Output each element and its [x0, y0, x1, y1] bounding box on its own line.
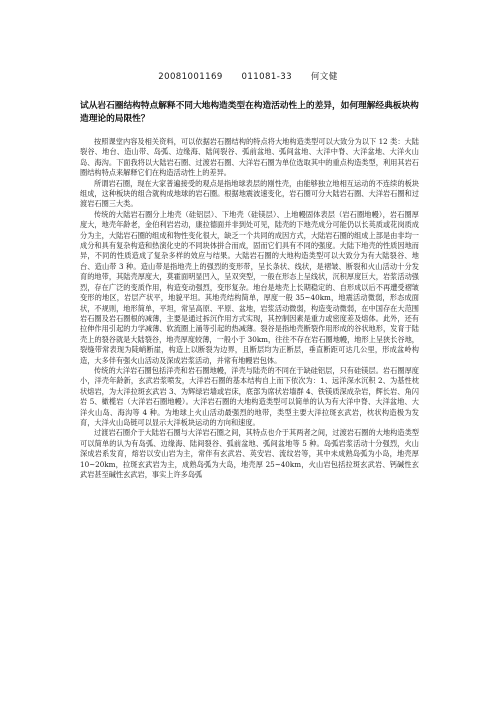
class-code: 011081-33: [241, 72, 292, 82]
paragraph-intro: 按照课堂内容及相关资料，可以依据岩石圈结构的特点将大地构造类型可以大致分为以下 12 类：大陆裂谷、地台、造山带、岛弧、边缘海、陆间裂谷、弧前盆地、弧间盆地、大洋中脊、大洋盆地、大洋火山岛、海沟。下面我将以大陆岩石圈、过渡岩石圈、大洋岩石圈为单位选取其中的重点构造类型，利用其岩石圈结构特点来解释它们在构造活动性上的差异。: [80, 137, 419, 178]
student-id: 20081001169: [158, 72, 223, 82]
student-name: 何文健: [310, 72, 338, 82]
paragraph-oceanic-lithosphere: 传统的大洋岩石圈包括洋壳和岩石圈地幔，洋壳与陆壳的不同在于缺硅铝层，只有硅镁层。岩石圈厚度小，洋壳年龄新，玄武岩浆喷发，大洋岩石圈的基本结构自上而下依次为：1、远洋深水沉积 2、为基性枕状熔岩，为大洋拉斑玄武岩 3、为辉绿岩墙或岩床，底部为席状岩墙群 4、铁镁质深成杂岩，辉长岩、角闪岩 5、橄榄岩（大洋岩石圈地幔）。大洋岩石圈的大地构造类型可以简单的认为有大洋中脊、大洋盆地、大洋火山岛、海沟等 4 种。为地球上火山活动最强烈的地带，类型主要大洋拉斑玄武岩，枕状构造极为发育，大洋火山岛链可以显示大洋板块运动的方向和速度。: [80, 365, 419, 427]
question-title: 试从岩石圈结构特点解释不同大地构造类型在构造活动性上的差异，如何理解经典板块构造理论的局限性？: [80, 101, 419, 124]
paragraph-transitional-lithosphere: 过渡岩石圈介于大陆岩石圈与大洋岩石圈之间，其特点也介于其两者之间，过渡岩石圈的大地构造类型可以简单的认为有岛弧、边缘海、陆间裂谷、弧前盆地、弧间盆地等 5 种。岛弧岩浆活动十分强烈，火山深成岩系发育，熔岩以安山岩为主，常伴有玄武岩、英安岩、流纹岩等，其中未成熟岛弧为小岛，地壳厚 10~20km，拉斑玄武岩为主，成熟岛弧为大岛，地壳厚 25~40km，火山岩包括拉斑玄武岩、钙碱性玄武岩甚至碱性玄武岩，事实上许多岛弧: [80, 428, 419, 479]
paragraph-continental-lithosphere: 传统的大陆岩石圈分上地壳（硅铝层）、下地壳（硅镁层）、上地幔固体表层（岩石圈地幔），岩石圈厚度大，地壳年龄老，金伯利岩岩动，康拉德面并非到处可见，陆壳的下地壳成分可能仍以长英质或花岗质成分为主，大陆岩石圈的组成和物性变化很大，缺乏一个共同的成因方式，大陆岩石圈的组成上部是由非均一成分和具有复杂构造和热演化史的不同块体拼合而成，固而它们具有不同的强度。大陆下地壳的性质因地而异，不同的性质造成了复杂多样的效应与结果。大陆岩石圈的大地构造类型可以大致分为有大陆裂谷、地台、造山带 3 种。造山带是指地壳上的强烈的变形带，呈长条状、线状，是褶皱、断裂和火山活动十分发育的地带，其陆壳厚度大，莫霍面明显凹入，呈双突型，一般在形态上呈线状，沉积厚度巨大，岩浆活动强烈，存在广泛的变质作用，构造变动强烈，变形复杂。地台是地壳上长期稳定的、自形成以后不再遭受褶皱变形的地区，岩层产状平，地貌平坦。其地壳结构简单，厚度一般 35~40km，地震活动微弱，形态成面状，不规则，地形简单，平坦，常呈高原、平原、盆地，岩浆活动微弱，构造变动微弱，在中国存在大范围岩石圈及岩石圈根的减薄，主要是通过拆沉作用方式实现，其控制因素是重力或密度差及熔体。此外，还有拉伸作用引起的力学减薄、软流圈上涌等引起的热减薄。裂谷是指地壳断裂作用形成的谷状地形，发育于陆壳上的裂谷就是大陆裂谷，地壳厚度较薄，一般小于 30km，往往不存在岩石圈地幔，地形上呈狭长谷地，裂缝带常表现为陡峭断崖，构造上以断裂为边界，且断层均为正断层，垂直断距可达几公里，形成盆岭构造，大多伴有强火山活动及深成岩浆活动，并常有地幔岩包体。: [80, 209, 419, 365]
paragraph-lithosphere-definition: 所谓岩石圈，现在大家普遍接受的观点是指地球表层的刚性壳，由能够独立地相互运动的不连续的板块组成，这种板块的组合就构成地球的岩石圈。根据地震波速变化，岩石圈可分大陆岩石圈、大洋岩石圈和过渡岩石圈三大类。: [80, 178, 419, 209]
student-info-header: [0, 70, 496, 82]
answer-body: [80, 137, 419, 480]
